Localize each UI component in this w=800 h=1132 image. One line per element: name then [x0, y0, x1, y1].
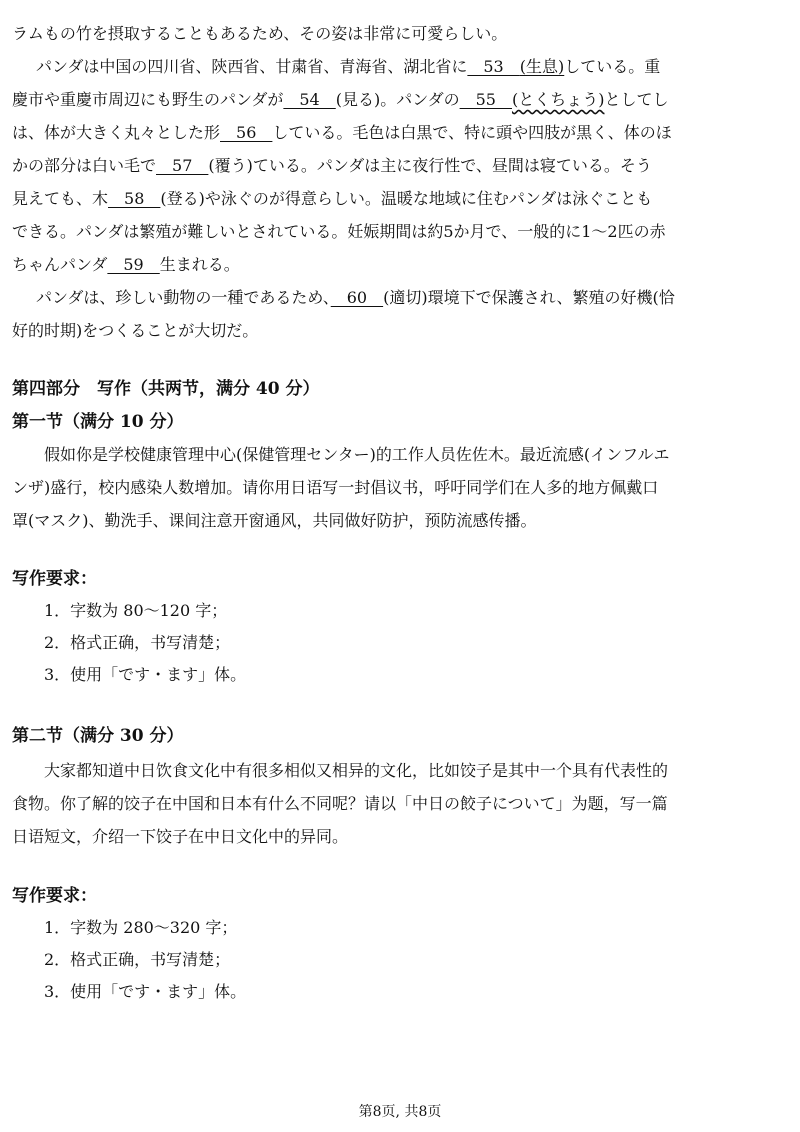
- passage-line-1: [12, 23, 507, 45]
- passage-text: ちゃんパンダ: [12, 255, 108, 274]
- passage-text: している。毛色は白黒で、特に頭や四肢が黒く、体のほ: [272, 123, 672, 142]
- blank-60: 60: [330, 288, 384, 307]
- passage-text: している。重: [564, 57, 661, 76]
- passage-line-6: [12, 188, 652, 210]
- passage-text: 見えても、木: [12, 189, 109, 208]
- section1-prompt-line-2: ンザ)盛行，校内感染人数增加。请你用日语写一封倡议书，呼吁同学们在人多的地方佩戴口: [12, 478, 659, 497]
- section2-prompt-line-3: 日语短文，介绍一下饺子在中日文化中的异同。: [12, 827, 349, 846]
- passage-line-2: [36, 56, 660, 78]
- hint-53: (生息): [519, 57, 565, 76]
- section2-prompt-line-2: 食物。你了解的饺子在中国和日本有什么不同呢？请以「中日の餃子について」为题，写一篇: [12, 794, 668, 813]
- blank-53: 53: [467, 57, 520, 76]
- passage-text: パンダは中国の四川省、陝西省、甘粛省、青海省、湖北省に: [36, 57, 468, 76]
- passage-text: は、体が大きく丸々とした形: [12, 123, 221, 142]
- requirement-1-3: 3．使用「です・ます」体。: [44, 665, 247, 684]
- passage-line-4: [12, 122, 672, 144]
- blank-54: 54: [283, 90, 336, 109]
- passage-text: (見る)。パンダの: [335, 90, 460, 109]
- passage-line-9: [36, 287, 675, 309]
- passage-text: (適切)環境下で保護され、繁殖の好機(恰: [383, 288, 675, 307]
- section2-title: 第二节（满分 30 分）: [12, 726, 184, 746]
- requirements-title-1: 写作要求：: [12, 569, 97, 589]
- blank-57: 57: [156, 156, 209, 175]
- passage-text: 慶市や重慶市周辺にも野生のパンダが: [12, 90, 284, 109]
- passage-line-3: [12, 89, 669, 111]
- requirement-2-3: 3．使用「です・ます」体。: [44, 982, 247, 1001]
- section1-prompt-line-3: 罩(マスク)、勤洗手、课间注意开窗通风，共同做好防护，预防流感传播。: [12, 511, 537, 530]
- passage-line-10: [12, 320, 258, 342]
- passage-text: ラムもの竹を摂取することもあるため、その姿は非常に可愛らしい。: [12, 24, 508, 43]
- passage-text: (登る)や泳ぐのが得意らしい。温暖な地域に住むパンダは泳ぐことも: [160, 189, 653, 208]
- passage-text: かの部分は白い毛で: [12, 156, 157, 175]
- section1-title: 第一节（满分 10 分）: [12, 412, 184, 432]
- blank-56: 56: [220, 123, 273, 142]
- blank-55: 55: [459, 90, 512, 109]
- passage-text: パンダは、珍しい動物の一種であるため、: [36, 288, 331, 307]
- passage-text: (覆う)ている。パンダは主に夜行性で、昼間は寝ている。そう: [208, 156, 652, 175]
- passage-text: 生まれる。: [159, 255, 240, 274]
- page-footer: 第8页, 共8页: [358, 1104, 442, 1120]
- passage-text: 好的时期)をつくることが大切だ。: [12, 321, 259, 340]
- blank-59: 59: [107, 255, 160, 274]
- passage-line-7: [12, 221, 666, 243]
- passage-text: としてし: [604, 90, 669, 109]
- requirements-title-2: 写作要求：: [12, 886, 97, 906]
- passage-text: できる。パンダは繁殖が難しいとされている。妊娠期間は約5か月で、一般的に1〜2匹の赤: [12, 222, 666, 241]
- requirement-1-2: 2．格式正确，书写清楚；: [44, 633, 231, 652]
- passage-line-8: [12, 254, 240, 276]
- section2-prompt-line-1: 大家都知道中日饮食文化中有很多相似又相异的文化，比如饺子是其中一个具有代表性的: [44, 761, 669, 780]
- part4-title: 第四部分 写作（共两节，满分 40 分）: [12, 379, 320, 399]
- requirement-2-2: 2．格式正确，书写清楚；: [44, 950, 231, 969]
- blank-58: 58: [108, 189, 161, 208]
- passage-line-5: [12, 155, 652, 177]
- requirement-2-1: 1．字数为 280～320 字；: [44, 918, 238, 937]
- section1-prompt-line-1: 假如你是学校健康管理中心(保健管理センター)的工作人员佐佐木。最近流感(インフルエ: [44, 445, 670, 464]
- hint-55: (とくちょう): [511, 90, 605, 109]
- requirement-1-1: 1．字数为 80～120 字；: [44, 601, 228, 620]
